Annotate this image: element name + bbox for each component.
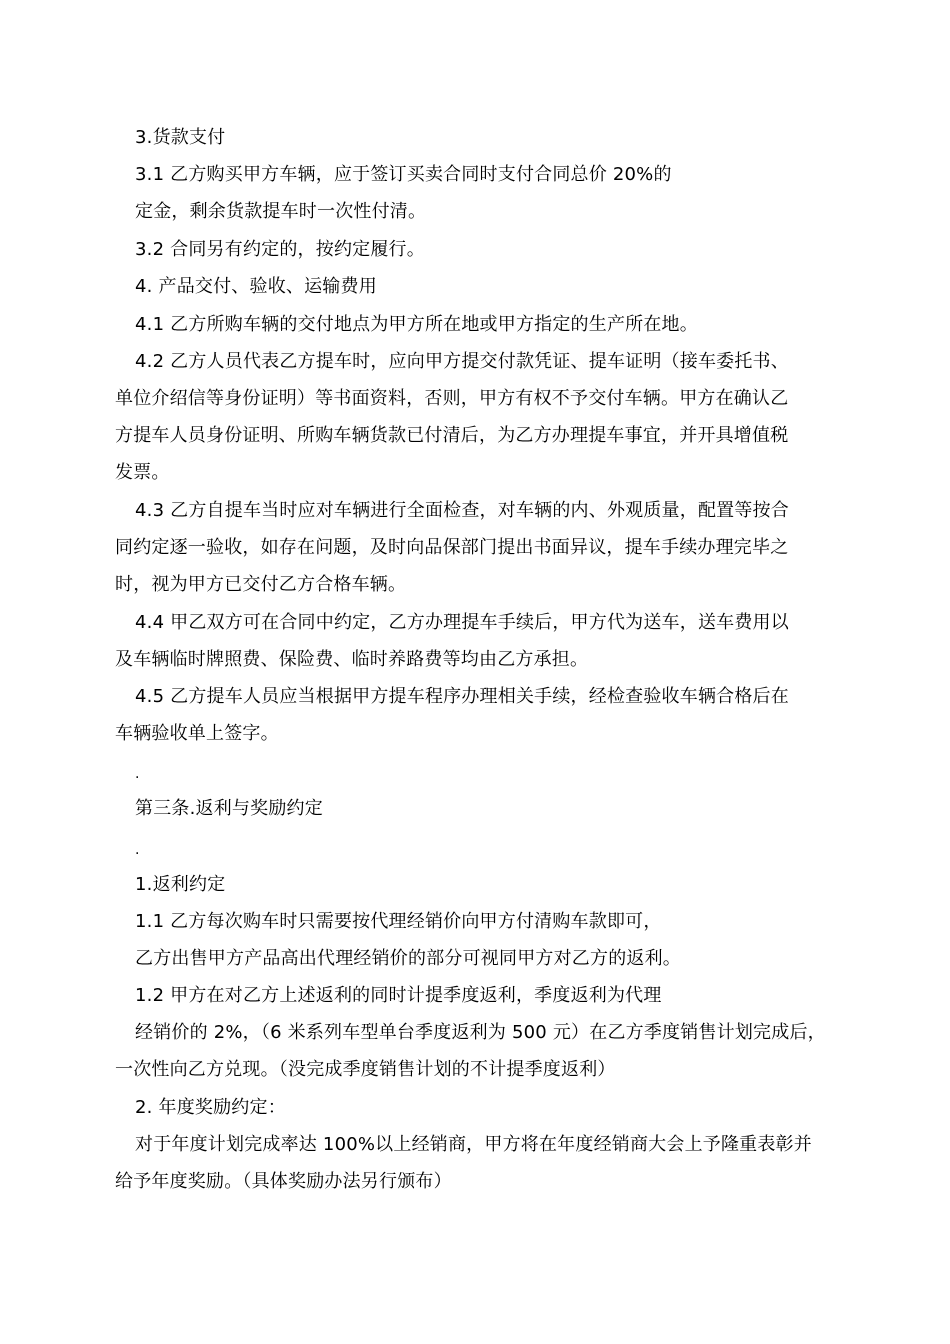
separator-dot: . <box>135 842 140 858</box>
section-heading-rebate: 1.返利约定 <box>135 874 226 895</box>
paragraph-line: 方提车人员身份证明、所购车辆货款已付清后，为乙方办理提车事宜，并开具增值税 <box>115 425 789 446</box>
paragraph-line: 1.2 甲方在对乙方上述返利的同时计提季度返利，季度返利为代理 <box>135 985 662 1006</box>
paragraph-line: 4.1 乙方所购车辆的交付地点为甲方所在地或甲方指定的生产所在地。 <box>135 314 698 335</box>
paragraph-line: 一次性向乙方兑现。（没完成季度销售计划的不计提季度返利） <box>115 1059 616 1080</box>
paragraph-line: 4.5 乙方提车人员应当根据甲方提车程序办理相关手续，经检查验收车辆合格后在 <box>135 686 789 707</box>
paragraph-line: 及车辆临时牌照费、保险费、临时养路费等均由乙方承担。 <box>115 649 589 670</box>
section-heading-delivery: 4. 产品交付、验收、运输费用 <box>135 276 377 297</box>
section-heading-annual-award: 2. 年度奖励约定： <box>135 1097 286 1118</box>
paragraph-line: 同约定逐一验收，如存在问题，及时向品保部门提出书面异议，提车手续办理完毕之 <box>115 537 789 558</box>
paragraph-line: 时，视为甲方已交付乙方合格车辆。 <box>115 574 407 595</box>
section-heading-payment: 3.货款支付 <box>135 127 226 148</box>
paragraph-line: 4.4 甲乙双方可在合同中约定，乙方办理提车手续后，甲方代为送车，送车费用以 <box>135 612 789 633</box>
separator-dot: . <box>135 766 140 782</box>
paragraph-line: 车辆验收单上签字。 <box>115 723 279 744</box>
paragraph-line: 3.2 合同另有约定的，按约定履行。 <box>135 239 425 260</box>
paragraph-line: 发票。 <box>115 462 170 483</box>
paragraph-line: 3.1 乙方购买甲方车辆，应于签订买卖合同时支付合同总价 20%的 <box>135 164 672 185</box>
paragraph-line: 4.2 乙方人员代表乙方提车时，应向甲方提交付款凭证、提车证明（接车委托书、 <box>135 351 789 372</box>
paragraph-line: 1.1 乙方每次购车时只需要按代理经销价向甲方付清购车款即可， <box>135 911 662 932</box>
paragraph-line: 乙方出售甲方产品高出代理经销价的部分可视同甲方对乙方的返利。 <box>135 948 681 969</box>
paragraph-line: 单位介绍信等身份证明）等书面资料，否则，甲方有权不予交付车辆。甲方在确认乙 <box>115 388 789 409</box>
paragraph-line: 给予年度奖励。（具体奖励办法另行颁布） <box>115 1171 452 1192</box>
article-heading: 第三条.返利与奖励约定 <box>135 798 323 819</box>
paragraph-line: 4.3 乙方自提车当时应对车辆进行全面检查，对车辆的内、外观质量，配置等按合 <box>135 500 789 521</box>
paragraph-line: 定金，剩余货款提车时一次性付清。 <box>135 201 427 222</box>
paragraph-line: 经销价的 2%，（6 米系列车型单台季度返利为 500 元）在乙方季度销售计划完成后， <box>135 1022 826 1043</box>
paragraph-line: 对于年度计划完成率达 100%以上经销商，甲方将在年度经销商大会上予隆重表彰并 <box>135 1134 812 1155</box>
